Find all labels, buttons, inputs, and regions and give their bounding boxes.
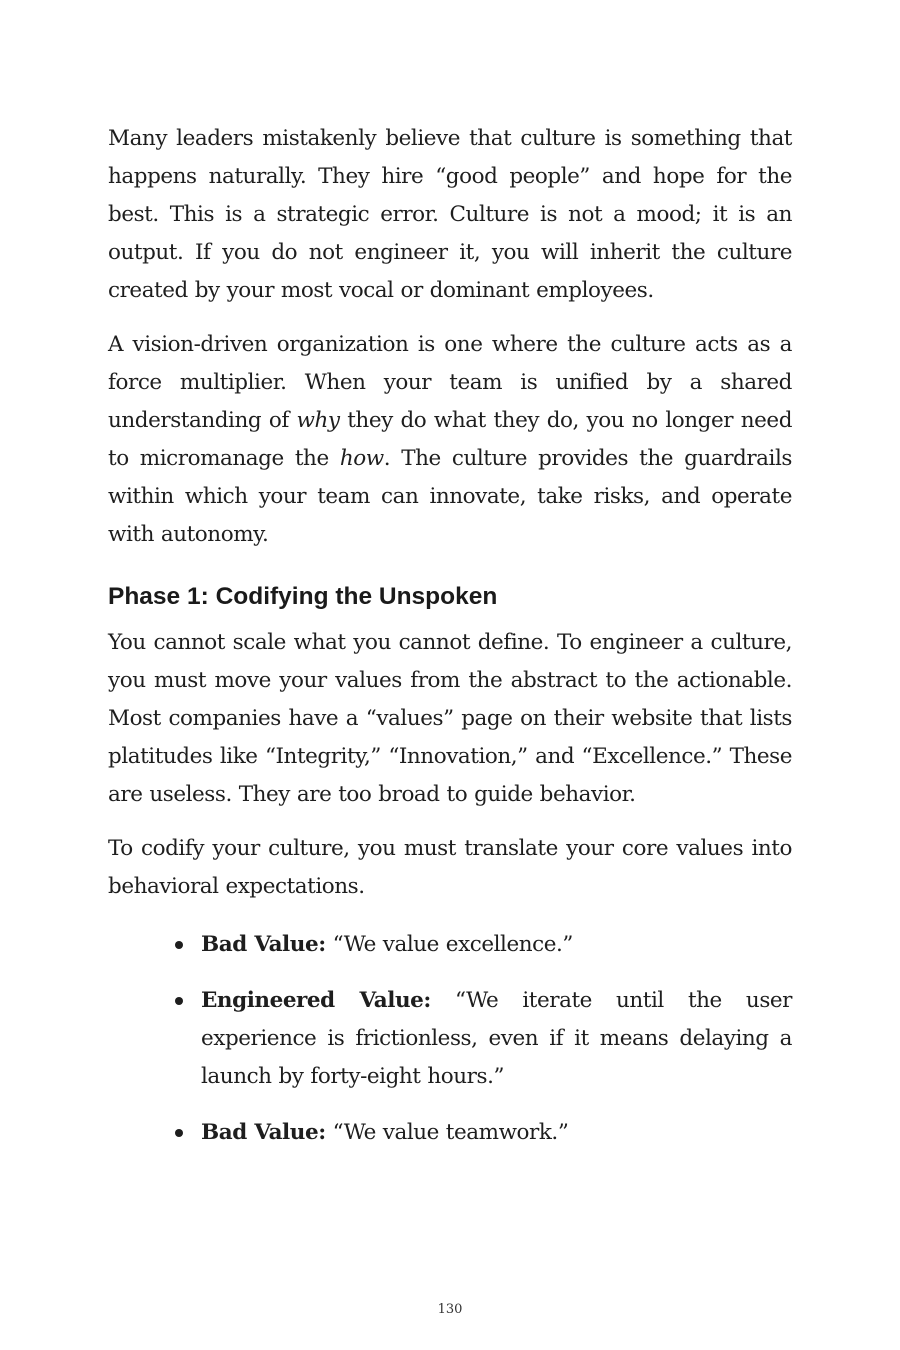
list-item <box>108 926 792 964</box>
page-body <box>108 120 792 1170</box>
intro-paragraph-1 <box>108 120 792 310</box>
bullet-text: “We value excellence.” <box>325 932 573 957</box>
intro-paragraph-2 <box>108 326 792 554</box>
bullet-label: Bad Value: <box>201 932 326 957</box>
value-examples-list <box>108 926 792 1152</box>
section-paragraph-1: You cannot scale what you cannot define. To engineer a culture, you must move your values from the abstract to the actionable. Most companies have a “values” page on their website that lists platitudes like “Integrity,” “Innovation,” and “Excellence.” These are useless. They are too broad to guide behavior. <box>108 630 792 807</box>
bullet-text: “We value teamwork.” <box>325 1120 569 1145</box>
bullet-text: “We iterate until the user experience is frictionless, even if it means delaying a launch by forty-eight hours.” <box>201 988 792 1089</box>
text-run: A vision-driven organization is one where the culture acts as a force multiplier. When your team is unified by a shared understanding of <box>108 332 792 433</box>
page-number: 130 <box>437 1302 463 1317</box>
text-run: they do what they do, you no longer need to micromanage the <box>108 408 793 471</box>
list-item <box>108 982 792 1096</box>
emphasis-how: how <box>339 446 384 471</box>
bullet-label: Engineered Value: <box>201 988 431 1013</box>
text-run: Many leaders mistakenly believe that culture is something that happens naturally. They hire “good people” and hope for the best. This is a strategic error. Culture is not a mood; it is an output. If you do not engineer it, you will inherit the culture created by your most vocal or dominant employees. <box>108 126 792 303</box>
bullet-icon <box>175 997 183 1005</box>
bullet-icon <box>175 941 183 949</box>
bullet-icon <box>175 1129 183 1137</box>
text-run: . The culture provides the guardrails within which your team can innovate, take risks, and operate with autonomy. <box>108 446 792 547</box>
section-paragraph-2: To codify your culture, you must translate your core values into behavioral expectations. <box>108 836 792 899</box>
bullet-label: Bad Value: <box>201 1120 326 1145</box>
section-heading: Phase 1: Codifying the Unspoken <box>108 583 498 610</box>
list-item <box>108 1114 792 1152</box>
emphasis-why: why <box>296 408 340 433</box>
